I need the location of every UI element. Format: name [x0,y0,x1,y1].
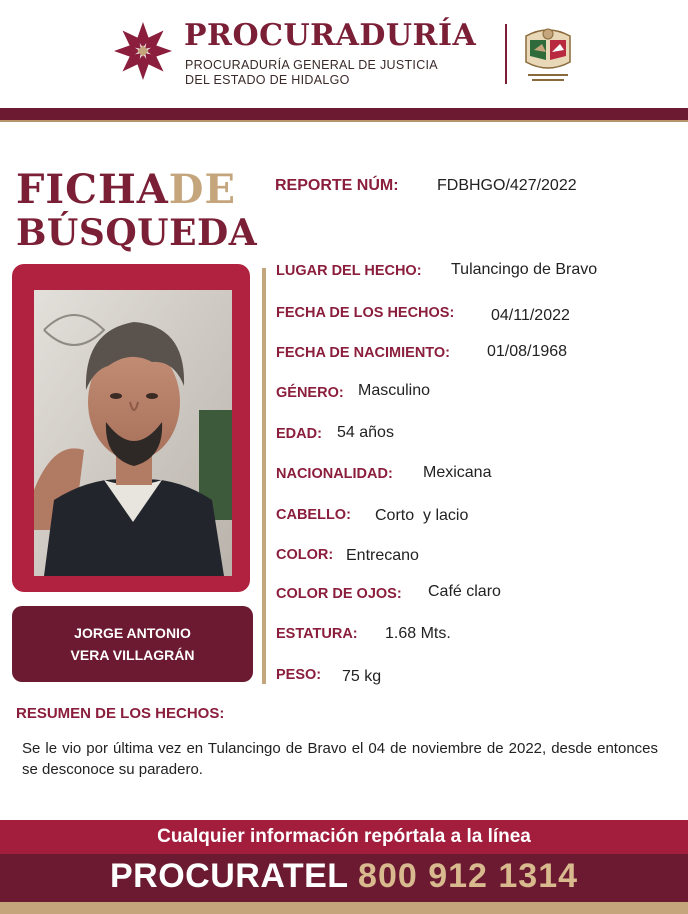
brand-subtitle-line2: DEL ESTADO DE HIDALGO [185,73,350,87]
summary-text: Se le vio por última vez en Tulancingo de Bravo el 04 de noviembre de 2022, desde entonces se desconoce su paradero. [22,740,658,778]
vertical-divider [262,268,266,684]
field-label-birth-date: FECHA DE NACIMIENTO: [276,345,450,361]
hotline-name: PROCURATEL [109,857,349,895]
person-photo-image [34,290,232,576]
header [0,0,688,108]
report-number-label: REPORTE NÚM: [275,177,399,194]
top-band-accent [0,120,688,122]
field-label-event-date: FECHA DE LOS HECHOS: [276,305,455,321]
title-line1 [16,166,236,213]
footer-hotline [0,857,688,896]
field-value-birth-date: 01/08/1968 [487,343,568,360]
field-value-height: 1.68 Mts. [385,625,451,642]
field-value-event-date: 04/11/2022 [491,307,570,324]
hotline-number: 800 912 1314 [358,857,579,895]
title-ficha: FICHA [16,166,169,213]
field-value-weight: 75 kg [342,668,382,685]
field-label-gender: GÉNERO: [276,385,344,401]
person-name-line1: JORGE ANTONIO [74,625,191,641]
field-label-color: COLOR: [276,547,334,563]
field-label-nationality: NACIONALIDAD: [276,466,393,482]
field-label-weight: PESO: [276,667,322,683]
field-label-hair: CABELLO: [276,507,351,523]
star-logo-icon [112,20,174,82]
field-label-place: LUGAR DEL HECHO: [276,263,422,279]
footer-gold-band [0,902,688,914]
report-number-value: FDBHGO/427/2022 [437,177,577,194]
person-name-box [12,606,253,682]
top-band [0,108,688,120]
field-label-eye-color: COLOR DE OJOS: [276,586,402,602]
title-de: DE [168,166,236,213]
field-value-hair: Corto y lacio [375,507,469,524]
brand-name: PROCURADURÍA [184,18,477,53]
field-value-color: Entrecano [346,547,419,564]
footer-cta-text: Cualquier información repórtala a la línea [157,826,531,847]
person-name-line2: VERA VILLAGRÁN [70,647,195,663]
field-value-age: 54 años [337,424,394,441]
field-label-height: ESTATURA: [276,626,358,642]
person-photo [34,290,232,576]
field-value-place: Tulancingo de Bravo [451,261,598,278]
field-label-age: EDAD: [276,426,322,442]
header-divider [505,24,507,84]
field-value-nationality: Mexicana [423,464,492,481]
brand-subtitle-line1: PROCURADURÍA GENERAL DE JUSTICIA [185,58,438,72]
summary-label: RESUMEN DE LOS HECHOS: [16,705,225,722]
state-crest-icon [520,22,576,86]
field-value-gender: Masculino [358,382,431,399]
field-value-eye-color: Café claro [428,583,501,600]
title-line2: BÚSQUEDA [16,212,258,254]
